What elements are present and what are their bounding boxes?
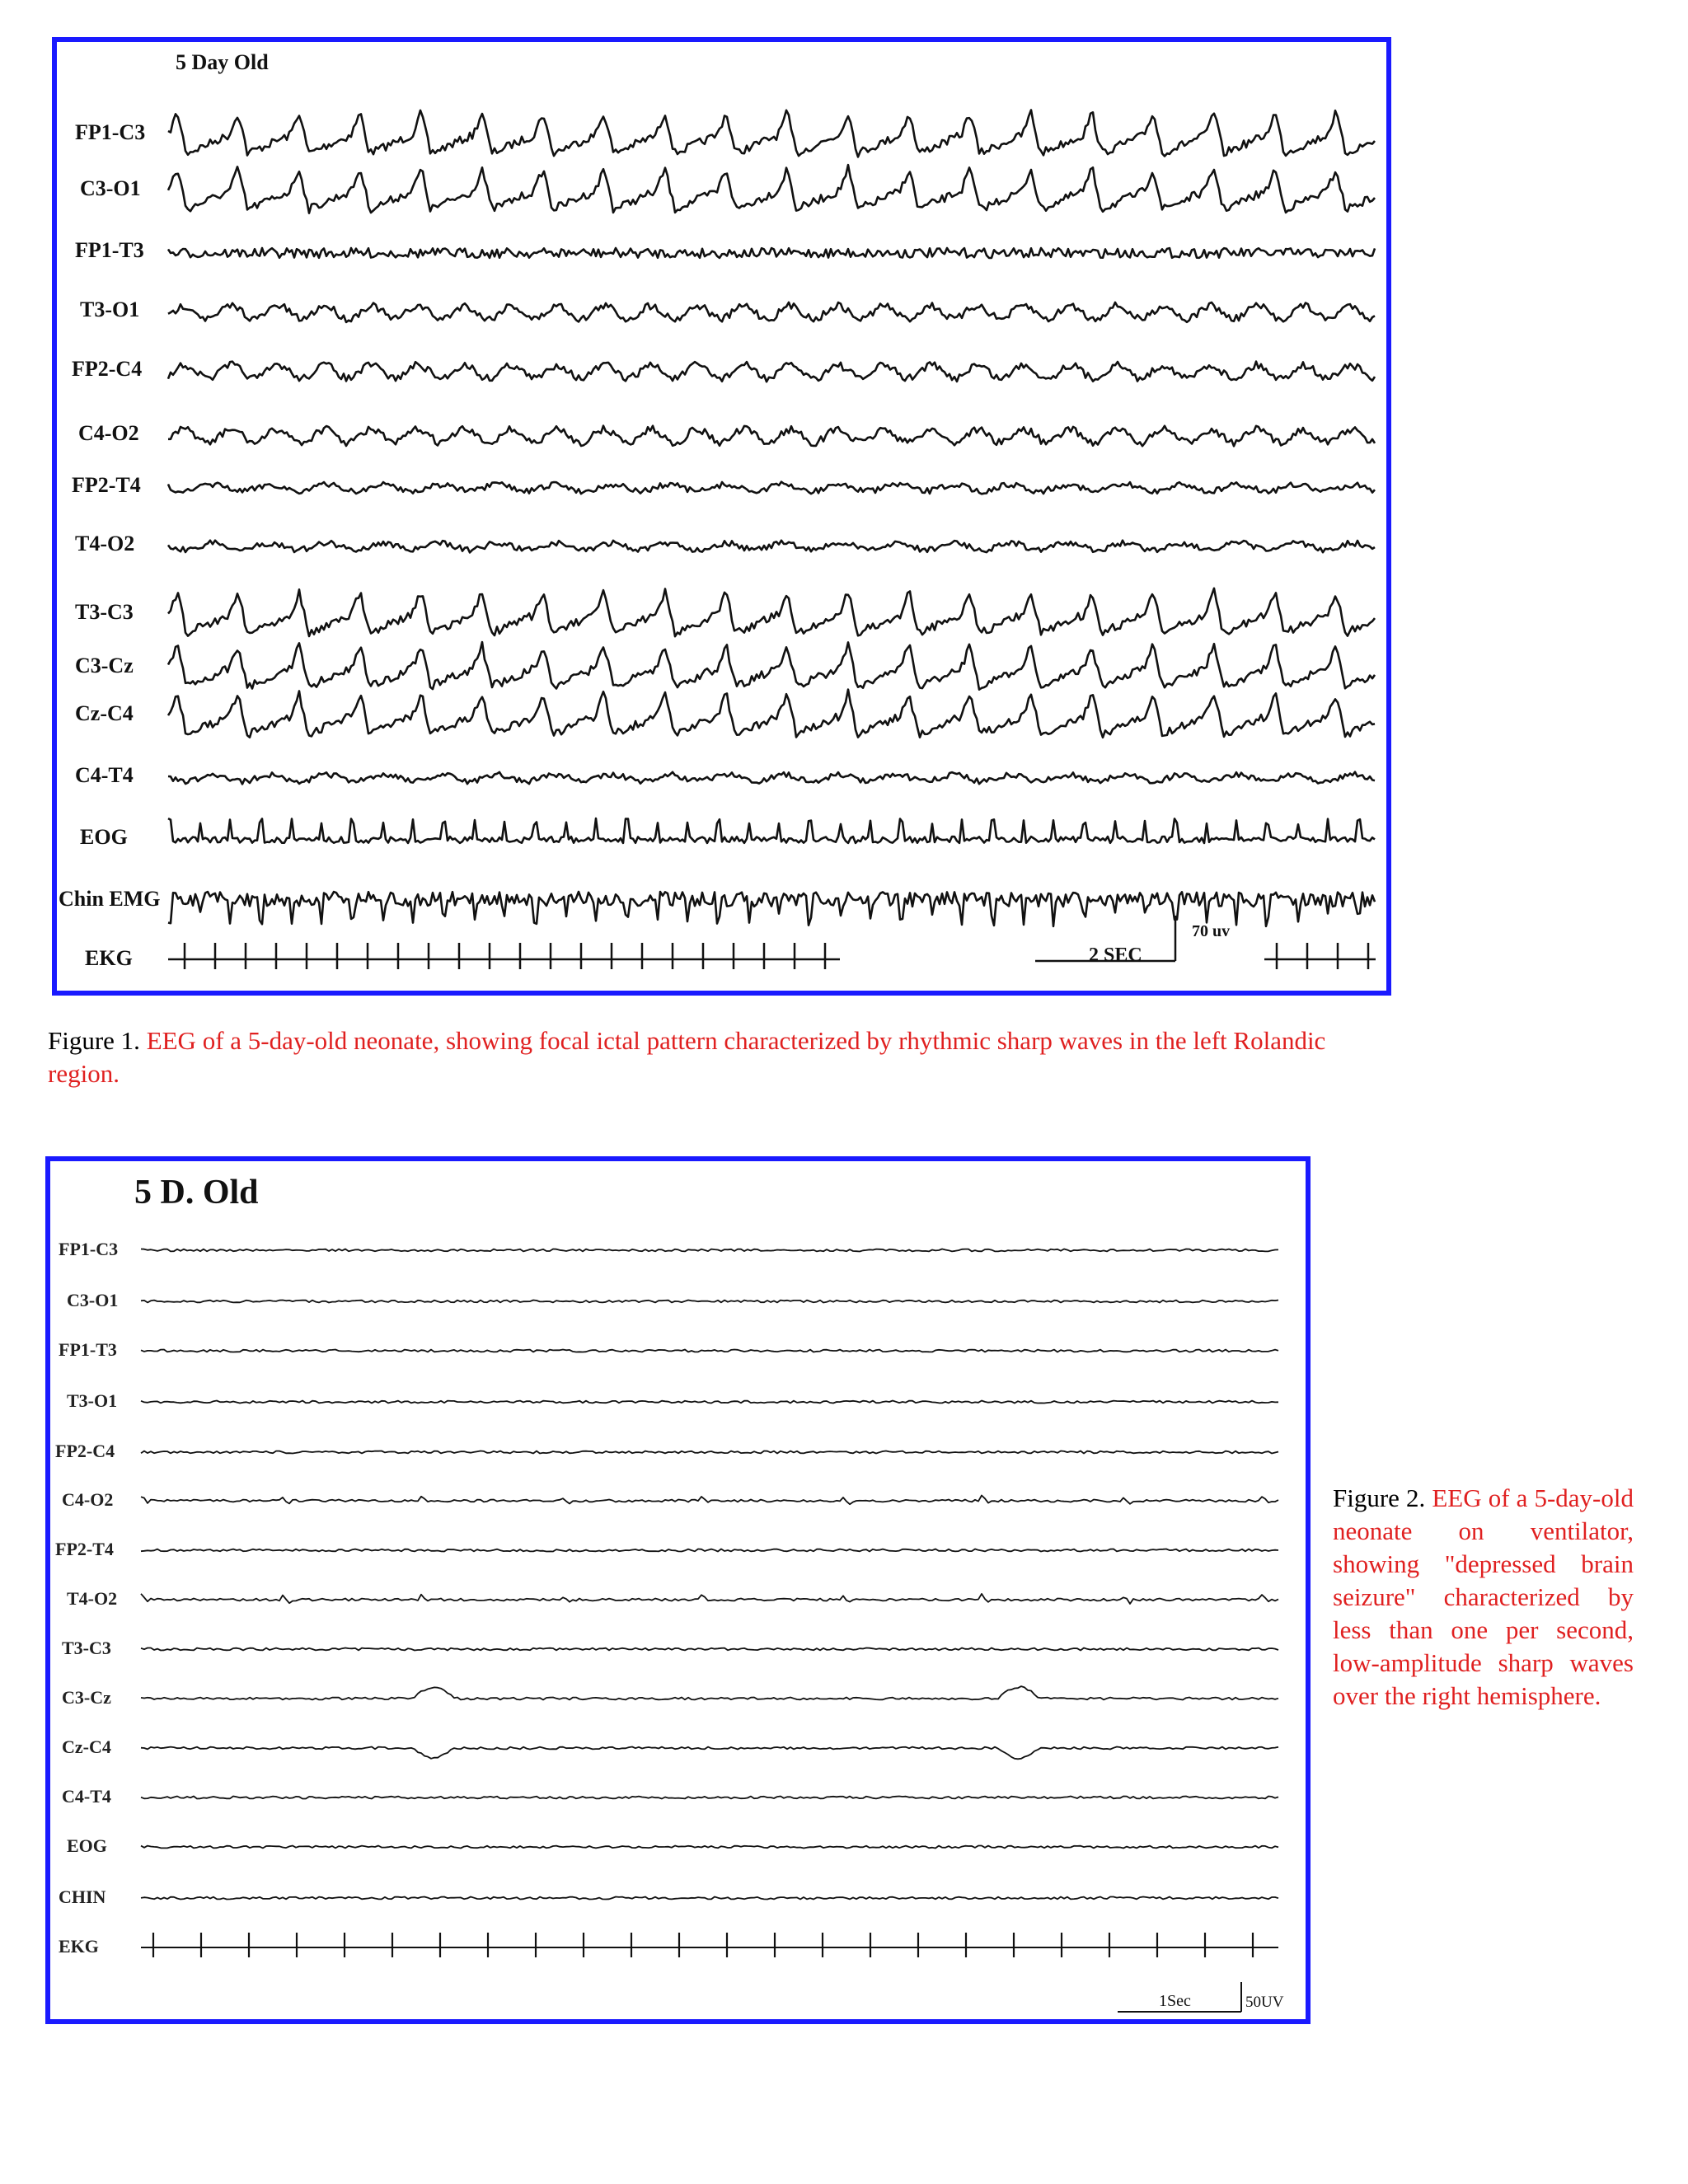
eeg-trace	[141, 1686, 1278, 1699]
caption-text: EEG of a 5-day-old neonate on ventilator, showing "depressed brain seizure" characterized by less than one per second, low-amplitude sharp waves over the right hemisphere.	[1333, 1483, 1634, 1710]
caption-prefix: Figure 2.	[1333, 1483, 1432, 1512]
eeg-trace	[141, 1747, 1278, 1760]
time-scale-label: 1Sec	[1159, 1992, 1191, 2010]
channel-label: T4-O2	[75, 532, 135, 555]
eeg-trace	[141, 1846, 1278, 1849]
eeg-figure-1	[52, 37, 1391, 996]
eeg-trace	[168, 362, 1375, 382]
eeg-trace	[168, 248, 1375, 258]
channel-label: FP1-T3	[59, 1339, 117, 1360]
figure-1-caption	[48, 1024, 1367, 1090]
eeg-figure-2	[45, 1156, 1311, 2024]
amplitude-scale-label: 50UV	[1245, 1994, 1284, 2011]
channel-label: FP2-C4	[72, 357, 143, 381]
channel-label: FP2-T4	[72, 473, 141, 497]
eeg-trace	[168, 302, 1375, 322]
channel-label: T3-C3	[62, 1638, 111, 1658]
eeg-trace	[141, 1451, 1278, 1454]
channel-label: FP2-C4	[55, 1441, 115, 1461]
channel-label: C3-Cz	[62, 1687, 111, 1708]
figure-2-title: 5 D. Old	[134, 1174, 259, 1212]
channel-label: C3-Cz	[75, 654, 134, 677]
channel-label: T4-O2	[67, 1588, 118, 1609]
channel-label: Cz-C4	[62, 1736, 111, 1757]
channel-label: EOG	[80, 825, 128, 849]
channel-label: T3-O1	[67, 1390, 118, 1411]
channel-label: T3-O1	[80, 298, 140, 321]
eeg-trace	[168, 892, 1375, 926]
eeg-trace	[168, 772, 1375, 785]
eeg-trace	[168, 482, 1375, 494]
eeg-trace	[141, 1648, 1278, 1651]
eeg-traces-figure-1	[57, 42, 1386, 991]
channel-label: FP1-T3	[75, 238, 144, 262]
eeg-trace	[141, 1401, 1278, 1404]
channel-label: EOG	[67, 1835, 107, 1856]
eeg-trace	[141, 1496, 1278, 1505]
channel-label: EKG	[85, 946, 133, 970]
channel-label: C4-O2	[78, 421, 139, 445]
eeg-trace	[141, 1249, 1278, 1252]
eeg-traces-figure-2	[50, 1161, 1306, 2019]
channel-label: Chin EMG	[59, 887, 161, 911]
eeg-trace	[141, 1549, 1278, 1552]
figure-1-title: 5 Day Old	[176, 50, 269, 74]
eeg-trace	[141, 1897, 1278, 1900]
channel-label: CHIN	[59, 1886, 106, 1907]
eeg-trace	[168, 165, 1375, 213]
eeg-trace	[168, 690, 1375, 738]
eeg-trace	[168, 642, 1375, 690]
eeg-trace	[168, 426, 1375, 447]
channel-label: Cz-C4	[75, 701, 134, 725]
channel-label: C4-T4	[75, 763, 134, 787]
caption-text: EEG of a 5-day-old neonate, showing focal ictal pattern characterized by rhythmic sharp waves in the left Rolandic region.	[48, 1026, 1326, 1088]
channel-label: FP2-T4	[55, 1539, 114, 1559]
eeg-trace	[168, 818, 1375, 843]
channel-label: C4-O2	[62, 1489, 114, 1510]
channel-label: FP1-C3	[59, 1239, 119, 1259]
eeg-trace	[141, 1301, 1278, 1303]
channel-label: T3-C3	[75, 600, 134, 624]
eeg-trace	[141, 1350, 1278, 1352]
time-scale-label: 2 SEC	[1089, 944, 1142, 966]
channel-label: FP1-C3	[75, 120, 146, 144]
channel-label: C4-T4	[62, 1786, 111, 1807]
eeg-trace	[141, 1594, 1278, 1604]
amplitude-scale-label: 70 uv	[1192, 922, 1231, 940]
channel-label: EKG	[59, 1936, 99, 1957]
channel-label: C3-O1	[80, 176, 141, 200]
caption-prefix: Figure 1.	[48, 1026, 147, 1055]
eeg-trace	[168, 541, 1375, 553]
eeg-trace	[141, 1797, 1278, 1799]
eeg-trace	[168, 110, 1375, 157]
channel-label: C3-O1	[67, 1290, 119, 1310]
eeg-trace	[168, 588, 1375, 636]
figure-2-caption	[1333, 1482, 1634, 1713]
